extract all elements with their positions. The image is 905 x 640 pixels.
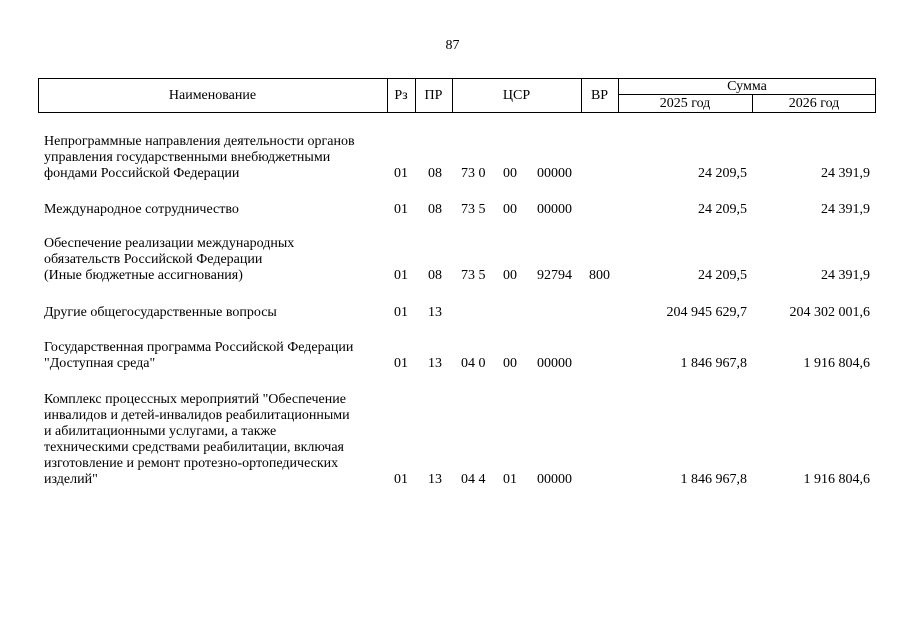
header-pr: ПР (424, 88, 443, 103)
row-pr: 08 (428, 268, 442, 283)
row-csr-program: 73 0 (461, 166, 486, 181)
row-amount-2026: 24 391,9 (821, 202, 870, 217)
row-name-line: и абилитационными услугами, а также (44, 424, 277, 439)
row-amount-2026: 24 391,9 (821, 268, 870, 283)
row-name-line: обязательств Российской Федерации (44, 252, 263, 267)
row-name-line: техническими средствами реабилитации, включая (44, 440, 344, 455)
row-amount-2025: 24 209,5 (698, 202, 747, 217)
row-amount-2025: 1 846 967,8 (680, 356, 747, 371)
row-rz: 01 (394, 268, 408, 283)
row-name (44, 305, 389, 321)
row-csr-sub: 00 (503, 202, 517, 217)
row-amount-2026: 1 916 804,6 (803, 472, 870, 487)
header-vr: ВР (590, 88, 609, 103)
row-amount-2026: 204 302 001,6 (789, 305, 870, 320)
row-name-line: изготовление и ремонт протезно-ортопедических (44, 456, 339, 471)
row-rz: 01 (394, 472, 408, 487)
row-name-line: Международное сотрудничество (44, 202, 239, 217)
header-rz: Рз (394, 88, 408, 103)
row-vr: 800 (589, 268, 610, 283)
row-pr: 08 (428, 166, 442, 181)
header-sum: Сумма (727, 79, 767, 94)
row-amount-2025: 24 209,5 (698, 166, 747, 181)
row-pr: 13 (428, 356, 442, 371)
row-name-line: Непрограммные направления деятельности органов (44, 134, 355, 149)
row-name-line: Другие общегосударственные вопросы (44, 305, 277, 320)
row-rz: 01 (394, 202, 408, 217)
row-csr-program: 04 4 (461, 472, 486, 487)
header-csr: ЦСР (502, 88, 531, 103)
row-csr-sub: 01 (503, 472, 517, 487)
page-number: 87 (445, 38, 460, 53)
row-csr-sub: 00 (503, 356, 517, 371)
row-name (44, 236, 389, 284)
row-name-line: Обеспечение реализации международных (44, 236, 295, 251)
row-name (44, 340, 389, 372)
row-rz: 01 (394, 305, 408, 320)
row-csr-direction: 92794 (537, 268, 572, 283)
row-csr-direction: 00000 (537, 472, 572, 487)
row-name (44, 392, 389, 488)
row-rz: 01 (394, 166, 408, 181)
row-csr-program: 73 5 (461, 268, 486, 283)
row-name-line: Государственная программа Российской Федерации (44, 340, 354, 355)
header-border-bottom (38, 112, 876, 113)
row-amount-2025: 204 945 629,7 (666, 305, 747, 320)
row-amount-2025: 24 209,5 (698, 268, 747, 283)
row-csr-direction: 00000 (537, 356, 572, 371)
row-csr-direction: 00000 (537, 166, 572, 181)
row-pr: 13 (428, 305, 442, 320)
row-pr: 08 (428, 202, 442, 217)
row-amount-2025: 1 846 967,8 (680, 472, 747, 487)
row-amount-2026: 1 916 804,6 (803, 356, 870, 371)
row-csr-sub: 00 (503, 166, 517, 181)
row-csr-sub: 00 (503, 268, 517, 283)
header-2026: 2026 год (788, 96, 840, 111)
row-name (44, 134, 389, 182)
row-name-line: Комплекс процессных мероприятий "Обеспечение (44, 392, 346, 407)
row-csr-program: 04 0 (461, 356, 486, 371)
header-2025: 2025 год (659, 96, 711, 111)
row-name-line: (Иные бюджетные ассигнования) (44, 268, 243, 283)
row-name-line: инвалидов и детей-инвалидов реабилитационными (44, 408, 350, 423)
row-rz: 01 (394, 356, 408, 371)
row-name-line: управления государственными внебюджетными (44, 150, 331, 165)
row-csr-direction: 00000 (537, 202, 572, 217)
row-csr-program: 73 5 (461, 202, 486, 217)
row-pr: 13 (428, 472, 442, 487)
header-name: Наименование (168, 88, 257, 103)
row-name-line: "Доступная среда" (44, 356, 156, 371)
row-name-line: изделий" (44, 472, 98, 487)
row-amount-2026: 24 391,9 (821, 166, 870, 181)
row-name (44, 202, 389, 218)
table-header (38, 78, 876, 113)
row-name-line: фондами Российской Федерации (44, 166, 240, 181)
